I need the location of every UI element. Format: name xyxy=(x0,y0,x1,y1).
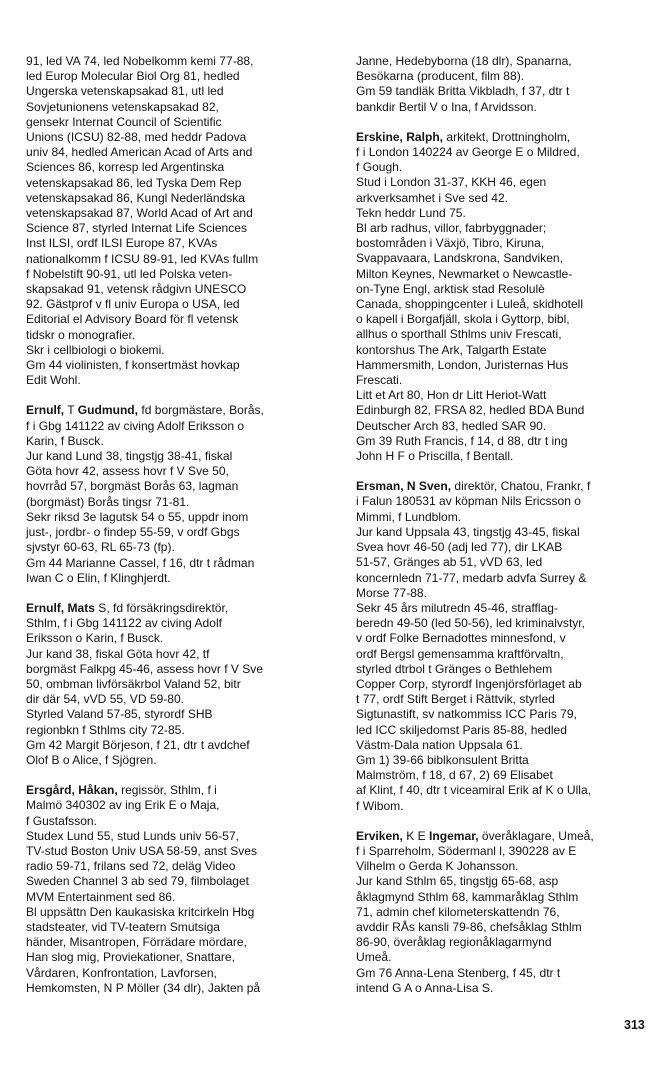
text-line: avddir RÅs kansli 79-86, chefsåklag Sthlm xyxy=(356,919,582,934)
entry-initials: T xyxy=(64,403,78,418)
text-line: dir där 54, vVD 55, VD 59-80. xyxy=(26,692,185,707)
text-line: Edit Wohl. xyxy=(26,373,81,388)
text-line: 86-90, överåklag regionåklagarmynd xyxy=(356,935,552,950)
text-line: 50, ombman livförsäkrbol Valand 52, bitr xyxy=(26,676,241,691)
text-line: Janne, Hedebyborna (18 dlr), Spanarna, xyxy=(356,54,572,68)
entry-heading-line xyxy=(26,783,328,798)
text-line: (borgmäst) Borås tingsr 71-81. xyxy=(26,494,190,509)
text-line: af Klint, f 40, dtr t viceamiral Erik af K o Ulla, xyxy=(356,783,591,798)
text-line: sjvstyr 60-63, RL 65-73 (fp). xyxy=(26,540,175,555)
text-line: Malmö 340302 av ing Erik E o Maja, xyxy=(26,798,220,813)
text-line: tidskr o monografier. xyxy=(26,327,136,342)
text-line: Bl uppsättn Den kaukasiska kritcirkeln Hbg xyxy=(26,904,255,919)
text-line: radio 59-71, frilans sed 72, deläg Video xyxy=(26,859,236,874)
text-line: Gm 39 Ruth Francis, f 14, d 88, dtr t ing xyxy=(356,433,568,448)
entry-heading-line xyxy=(356,130,658,145)
text-line: Unions (ICSU) 82-88, med heddr Padova xyxy=(26,130,247,145)
text-line: Jur kand Sthlm 65, tingstjg 65-68, asp xyxy=(356,874,559,889)
text-line: Sekr riksd 3e lagutsk 54 o 55, uppdr inom xyxy=(26,509,249,524)
text-line: Mimmi, f Lundblom. xyxy=(356,509,462,524)
entry-name: Ersman, N Sven, xyxy=(356,479,452,494)
text-line: Jur kand Uppsala 43, tingstjg 43-45, fiskal xyxy=(356,524,580,539)
text-line: kontorshus The Ark, Talgarth Estate xyxy=(356,342,547,357)
text-line: Sekr 45 års milutredn 45-46, strafflag- xyxy=(356,600,558,615)
entry-title: överåklagare, Umeå, xyxy=(478,828,594,843)
text-line: t 77, ordf Stift Berget i Rättvik, styrled xyxy=(356,692,555,707)
entry-name: Erskine, Ralph, xyxy=(356,129,444,144)
text-line: Copper Corp, styrordf Ingenjörsförlaget ab xyxy=(356,676,582,691)
text-line: Milton Keynes, Newmarket o Newcastle- xyxy=(356,266,573,281)
text-line: Editorial el Advisory Board för fl vetensk xyxy=(26,312,239,327)
text-line: Gm 76 Anna-Lena Stenberg, f 45, dtr t xyxy=(356,965,561,980)
text-line: Frescati. xyxy=(356,373,403,388)
text-line: John H F o Priscilla, f Bentall. xyxy=(356,449,514,464)
entry-title: regissör, Sthlm, f i xyxy=(117,783,217,798)
text-line: Inst ILSI, ordf ILSI Europe 87, KVAs xyxy=(26,236,218,251)
text-line: Besökarna (producent, film 88). xyxy=(356,69,525,84)
text-line: Vårdaren, Konfrontation, Lavforsen, xyxy=(26,965,217,980)
text-line: Stud i London 31-37, KKH 46, egen xyxy=(356,175,547,190)
text-line: 71, admin chef kilometerskattendn 76, xyxy=(356,904,560,919)
text-line: Gm 59 tandläk Britta Vikbladh, f 37, dtr t xyxy=(356,84,570,99)
entry-title: direktör, Chatou, Frankr, f xyxy=(451,479,591,494)
text-line: Litt et Art 80, Hon dr Litt Heriot-Watt xyxy=(356,388,547,403)
text-line: allhus o sporthall Sthlms univ Frescati, xyxy=(356,327,562,342)
text-line: TV-stud Boston Univ USA 58-59, anst Sves xyxy=(26,843,258,858)
text-line: Eriksson o Karin, f Busck. xyxy=(26,631,164,646)
entry-heading-line xyxy=(356,829,658,844)
text-line: Hemkomsten, N P Möller (34 dlr), Jakten på xyxy=(26,980,261,995)
text-line: Iwan C o Elin, f Klinghjerdt. xyxy=(26,570,171,585)
entry-name: Ersgård, Håkan, xyxy=(26,783,118,798)
text-line: 91, led VA 74, led Nobelkomm kemi 77-88, xyxy=(26,54,254,68)
text-line: Malmström, f 18, d 67, 2) 69 Elisabet xyxy=(356,768,553,783)
bio-entry xyxy=(26,403,328,585)
text-line: intend G A o Anna-Lisa S. xyxy=(356,980,494,995)
text-line: Jur kand 38, fiskal Göta hovr 42, tf xyxy=(26,646,210,661)
text-line: händer, Misantropen, Förrädare mördare, xyxy=(26,935,247,950)
text-line: Umeå. xyxy=(356,950,392,965)
entry-title: arkitekt, Drottningholm, xyxy=(443,129,571,144)
text-line: vetenskapsakad 86, led Tyska Dem Rep xyxy=(26,175,242,190)
entry-given-name: Gudmund, xyxy=(77,403,139,418)
text-line: led Europ Molecular Biol Org 81, hedled xyxy=(26,69,240,84)
text-line: vetenskapsakad 87, World Acad of Art and xyxy=(26,206,253,221)
text-line: Science 87, styrled Internat Life Sciences xyxy=(26,221,247,236)
entry-title: S, fd försäkringsdirektör, xyxy=(94,600,229,615)
text-line: Gm 44 violinisten, f konsertmäst hovkap xyxy=(26,358,240,373)
text-line: Gm 1) 39-66 biblkonsulent Britta xyxy=(356,752,529,767)
text-line: Edinburgh 82, FRSA 82, hedled BDA Bund xyxy=(356,403,585,418)
text-line: Sthlm, f i Gbg 141122 av civing Adolf xyxy=(26,616,222,631)
text-line: Jur kand Lund 38, tingstjg 38-41, fiskal xyxy=(26,449,233,464)
text-line: bostområden i Växjö, Tibro, Kiruna, xyxy=(356,236,545,251)
text-line: koncernledn 71-77, medarb advfa Surrey & xyxy=(356,570,587,585)
text-line: Karin, f Busck. xyxy=(26,433,104,448)
text-line: o kapell i Borgafjäll, skola i Gyttorp, bibl, xyxy=(356,312,570,327)
left-column xyxy=(26,54,328,1011)
entry-heading-line xyxy=(356,479,658,494)
text-line: Ungerska vetenskapsakad 81, utl led xyxy=(26,84,224,99)
text-line: beredn 49-50 (led 50-56), led kriminalvstyr, xyxy=(356,616,586,631)
text-line: skapsakad 91, vetensk rådgivn UNESCO xyxy=(26,282,247,297)
text-line: 51-57, Gränges ab 51, vVD 63, led xyxy=(356,555,543,570)
text-line: hovrråd 57, borgmäst Borås 63, lagman xyxy=(26,479,239,494)
text-line: on-Tyne Engl, arktisk stad Resolulè xyxy=(356,281,545,296)
text-line: Hammersmith, London, Juristernas Hus xyxy=(356,357,569,372)
entry-heading-line xyxy=(26,403,328,418)
text-line: f Wibom. xyxy=(356,798,404,813)
text-line: Skr i cellbiologi o biokemi. xyxy=(26,342,165,357)
text-line: v ordf Folke Bernadottes minnesfond, v xyxy=(356,631,566,646)
text-line: stadsteater, vid TV-teatern Smutsiga xyxy=(26,919,220,934)
entry-initials: K E xyxy=(402,828,430,843)
text-line: Gm 42 Margit Börjeson, f 21, dtr t avdchef xyxy=(26,737,250,752)
text-line: Tekn heddr Lund 75. xyxy=(356,205,466,220)
text-line: 92. Gästprof v fl univ Europa o USA, led xyxy=(26,297,240,312)
text-line: Västm-Dala nation Uppsala 61. xyxy=(356,737,523,752)
text-line: i Falun 180531 av köpman Nils Ericsson o xyxy=(356,494,581,509)
text-line: f i London 140224 av George E o Mildred, xyxy=(356,145,580,160)
text-line: Svappavaara, Landskrona, Sandviken, xyxy=(356,251,563,266)
entry-given-name: Ingemar, xyxy=(429,828,479,843)
text-line: vetenskapsakad 86, Kungl Nederländska xyxy=(26,190,245,205)
text-line: f Gough. xyxy=(356,160,403,175)
text-line: Morse 77-88. xyxy=(356,585,427,600)
text-line: ordf Bergsl gemensamma kraftförvaltn, xyxy=(356,646,564,661)
text-line: Studex Lund 55, stud Lunds univ 56-57, xyxy=(26,828,239,843)
text-line: nationalkomm f ICSU 89-91, led KVAs fullm xyxy=(26,251,259,266)
text-line: Olof B o Alice, f Sjögren. xyxy=(26,752,157,767)
right-column xyxy=(356,54,658,1011)
text-line: f i Sparreholm, Södermanl l, 390228 av E xyxy=(356,843,577,858)
bio-entry xyxy=(356,479,658,813)
text-line: Styrled Valand 57-85, styrordf SHB xyxy=(26,707,213,722)
text-line: f i Gbg 141122 av civing Adolf Eriksson o xyxy=(26,418,245,433)
text-line: Sciences 86, korresp led Argentinska xyxy=(26,160,225,175)
text-line: Vilhelm o Gerda K Johansson. xyxy=(356,859,519,874)
text-line: Han slog mig, Proviekationer, Snattare, xyxy=(26,950,235,965)
text-line: styrled dtrbol t Gränges o Bethlehem xyxy=(356,661,553,676)
entry-name: Ernulf, Mats xyxy=(26,600,95,615)
text-line: univ 84, hedled American Acad of Arts and xyxy=(26,145,253,160)
entry-heading-line xyxy=(26,601,328,616)
page-number: 313 xyxy=(624,1018,645,1032)
text-line: borgmäst Falkpg 45-46, assess hovr f V Sve xyxy=(26,661,264,676)
bio-entry xyxy=(356,54,658,115)
bio-entry xyxy=(26,54,328,388)
text-line: Deutscher Arch 83, hedled SAR 90. xyxy=(356,418,547,433)
text-line: Canada, shoppingcenter i Luleå, skidhotell xyxy=(356,297,584,312)
text-line: Sigtunastift, sv natkommiss ICC Paris 79, xyxy=(356,707,577,722)
text-line: Göta hovr 42, assess hovr f V Sve 50, xyxy=(26,464,229,479)
text-line: led ICC skiljedomst Paris 85-88, hedled xyxy=(356,722,567,737)
text-line: arkverksamhet i Sve sed 42. xyxy=(356,190,508,205)
bio-entry xyxy=(356,130,658,464)
entry-title: fd borgmästare, Borås, xyxy=(138,403,264,418)
text-line: Svea hovr 46-50 (adj led 77), dir LKAB xyxy=(356,540,563,555)
text-line: f Nobelstift 90-91, utl led Polska veten- xyxy=(26,266,233,281)
text-line: åklagmynd Sthlm 68, kammaråklag Sthlm xyxy=(356,889,579,904)
text-line: f Gustafsson. xyxy=(26,813,97,828)
text-line: MVM Entertainment sed 86. xyxy=(26,889,176,904)
text-line: Sovjetunionens vetenskapsakad 82, xyxy=(26,99,219,114)
text-line: just-, jordbr- o findep 55-59, v ordf Gbgs xyxy=(26,525,240,540)
text-line: gensekr Internat Council of Scientific xyxy=(26,114,222,129)
text-line: regionbkn f Sthlms city 72-85. xyxy=(26,722,185,737)
entry-name: Ernulf, xyxy=(26,403,65,418)
bio-entry xyxy=(356,829,658,996)
text-line: Sweden Channel 3 ab sed 79, filmbolaget xyxy=(26,874,250,889)
bio-entry xyxy=(26,783,328,996)
text-line: Bl arb radhus, villor, fabrbyggnader; xyxy=(356,221,547,236)
entry-name: Erviken, xyxy=(356,828,403,843)
text-line: Gm 44 Marianne Cassel, f 16, dtr t rådman xyxy=(26,555,255,570)
text-line: bankdir Bertil V o Ina, f Arvidsson. xyxy=(356,99,537,114)
bio-entry xyxy=(26,601,328,768)
